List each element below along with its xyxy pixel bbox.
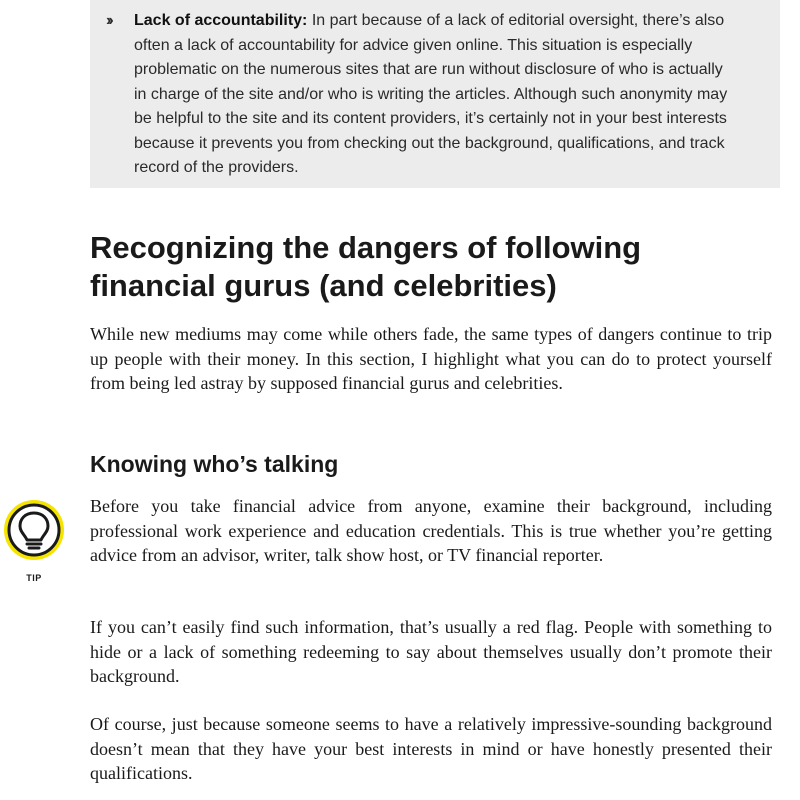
bullet-lead: Lack of accountability: <box>134 12 308 29</box>
tip-callout <box>2 498 66 583</box>
bullet-body <box>134 9 736 181</box>
tip-label: TIP <box>26 573 42 583</box>
subsection-heading: Knowing who’s talking <box>90 451 339 477</box>
lightbulb-icon <box>2 498 66 562</box>
paragraph-1: Before you take financial advice from anyone, examine their background, including professional work experience and education credentials. This is true whether you’re getting advice from an advisor, writer, talk show host, or TV financial reporter. <box>90 496 772 565</box>
section-intro: While new mediums may come while others fade, the same types of dangers continue to trip up people with their money. In this section, I highlight what you can do to protect yourself from being led astray by supposed financial gurus and celebrities. <box>90 324 772 393</box>
double-chevron-right-icon: ›› <box>106 12 111 29</box>
section-heading: Recognizing the dangers of following financial gurus (and celebrities) <box>90 230 642 303</box>
bullet-text: In part because of a lack of editorial oversight, there’s also often a lack of accountability for advice given online. This situation is especially problematic on the numerous sites that are run without disclosure of who is actually in charge of the site and/or who is writing the articles. Although such anonymity may be helpful to the site and its content providers, it’s certainly not in your best interests because it prevents you from checking out the background, qualifications, and track record of the providers. <box>134 12 728 176</box>
paragraph-3: Of course, just because someone seems to have a relatively impressive-sounding background doesn’t mean that they have your best interests in mind or have honestly presented their qualifications. <box>90 714 772 783</box>
paragraph-2: If you can’t easily find such information, that’s usually a red flag. People with something to hide or a lack of something redeeming to say about themselves usually don’t promote their background. <box>90 617 772 686</box>
bullet-item <box>106 9 736 181</box>
